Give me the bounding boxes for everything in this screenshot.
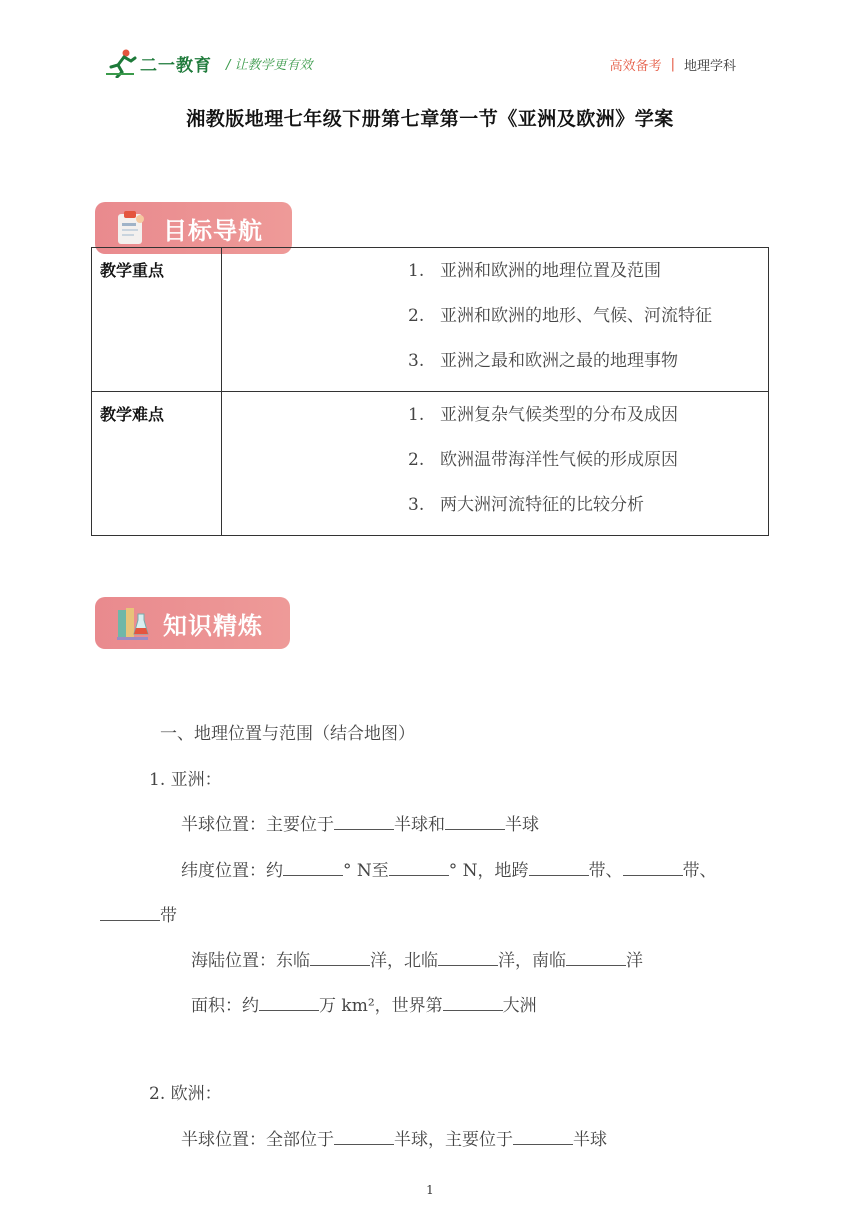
text-segment: ° N至 — [343, 861, 389, 881]
text-segment: 海陆位置：东临 — [191, 951, 310, 971]
item-number: 1. — [408, 261, 425, 281]
difficult-points-items — [222, 392, 769, 536]
runner-logo-icon — [104, 48, 138, 78]
text-segment: 洋，北临 — [370, 951, 438, 971]
text-segment: 带、 — [682, 861, 717, 881]
item-text: 亚洲之最和欧洲之最的地理事物 — [440, 351, 678, 371]
list-item — [408, 490, 768, 535]
text-segment: 半球，主要位于 — [394, 1130, 513, 1150]
asia-hemisphere-line — [181, 810, 539, 835]
text-segment: 半球位置：全部位于 — [181, 1130, 334, 1150]
document-title: 湘教版地理七年级下册第七章第一节《亚洲及欧洲》学案 — [186, 108, 674, 130]
fill-blank[interactable] — [334, 1130, 394, 1145]
logo-slogan: / 让教学更有效 — [226, 57, 313, 73]
header-subject: 地理学科 — [683, 59, 736, 74]
header-separator: | — [670, 57, 675, 72]
text-segment: 洋 — [626, 951, 643, 971]
asia-area-line — [191, 991, 537, 1016]
text-segment: 半球 — [573, 1130, 607, 1150]
list-item — [408, 445, 768, 490]
fill-blank[interactable] — [529, 861, 589, 876]
text-segment: 半球位置：主要位于 — [181, 815, 334, 835]
goals-banner-title: 目标导航 — [163, 216, 263, 245]
item-text: 亚洲和欧洲的地形、气候、河流特征 — [440, 306, 712, 326]
fill-blank[interactable] — [445, 815, 505, 830]
fill-blank[interactable] — [443, 996, 503, 1011]
text-segment: 带、 — [588, 861, 623, 881]
asia-latitude-line — [181, 856, 717, 881]
table-row — [92, 248, 769, 392]
list-item — [408, 400, 768, 445]
text-segment: 大洲 — [502, 996, 537, 1016]
fill-blank[interactable] — [259, 996, 319, 1011]
fill-blank[interactable] — [438, 951, 498, 966]
text-segment: 万 km²，世界第 — [319, 996, 443, 1016]
asia-sea-land-line — [191, 946, 643, 971]
text-segment: 带 — [160, 906, 177, 926]
item-number: 1. — [408, 405, 425, 425]
list-item — [408, 256, 768, 301]
fill-blank[interactable] — [513, 1130, 573, 1145]
item-text: 亚洲和欧洲的地理位置及范围 — [440, 261, 661, 281]
text-segment: ° N，地跨 — [448, 861, 529, 881]
fill-blank[interactable] — [566, 951, 626, 966]
clipboard-icon — [115, 209, 149, 247]
fill-blank[interactable] — [310, 951, 370, 966]
asia-latitude-cont — [100, 901, 177, 926]
item-text: 欧洲温带海洋性气候的形成原因 — [440, 450, 678, 470]
table-row — [92, 392, 769, 536]
item-number: 2. — [408, 306, 425, 326]
text-segment: 纬度位置：约 — [181, 861, 283, 881]
item-number: 3. — [408, 495, 425, 515]
books-flask-icon — [115, 604, 149, 642]
text-segment: 面积：约 — [191, 996, 259, 1016]
text-segment: 洋，南临 — [498, 951, 566, 971]
europe-title: 2. 欧洲： — [149, 1084, 222, 1104]
list-item — [408, 301, 768, 346]
logo-text: 二一教育 — [140, 55, 212, 76]
knowledge-banner — [95, 597, 290, 649]
text-segment: 半球 — [505, 815, 539, 835]
key-points-label: 教学重点 — [92, 248, 222, 392]
asia-title: 1. 亚洲： — [149, 770, 222, 790]
logo — [104, 48, 313, 78]
header-tag: 高效备考 — [609, 59, 662, 74]
difficult-points-label: 教学难点 — [92, 392, 222, 536]
fill-blank[interactable] — [389, 861, 449, 876]
item-number: 3. — [408, 351, 425, 371]
fill-blank[interactable] — [283, 861, 343, 876]
fill-blank[interactable] — [334, 815, 394, 830]
europe-hemisphere-line — [181, 1125, 607, 1150]
list-item — [408, 346, 768, 391]
page-number: 1 — [426, 1183, 434, 1197]
page-header — [0, 0, 860, 90]
section-heading: 一、地理位置与范围（结合地图） — [160, 724, 415, 744]
fill-blank[interactable] — [100, 906, 160, 921]
key-points-items — [222, 248, 769, 392]
knowledge-banner-title: 知识精炼 — [163, 611, 263, 640]
text-segment: 半球和 — [394, 815, 445, 835]
item-text: 两大洲河流特征的比较分析 — [440, 495, 644, 515]
item-text: 亚洲复杂气候类型的分布及成因 — [440, 405, 678, 425]
fill-blank[interactable] — [623, 861, 683, 876]
goals-table — [91, 247, 769, 536]
item-number: 2. — [408, 450, 425, 470]
header-right — [610, 55, 736, 74]
